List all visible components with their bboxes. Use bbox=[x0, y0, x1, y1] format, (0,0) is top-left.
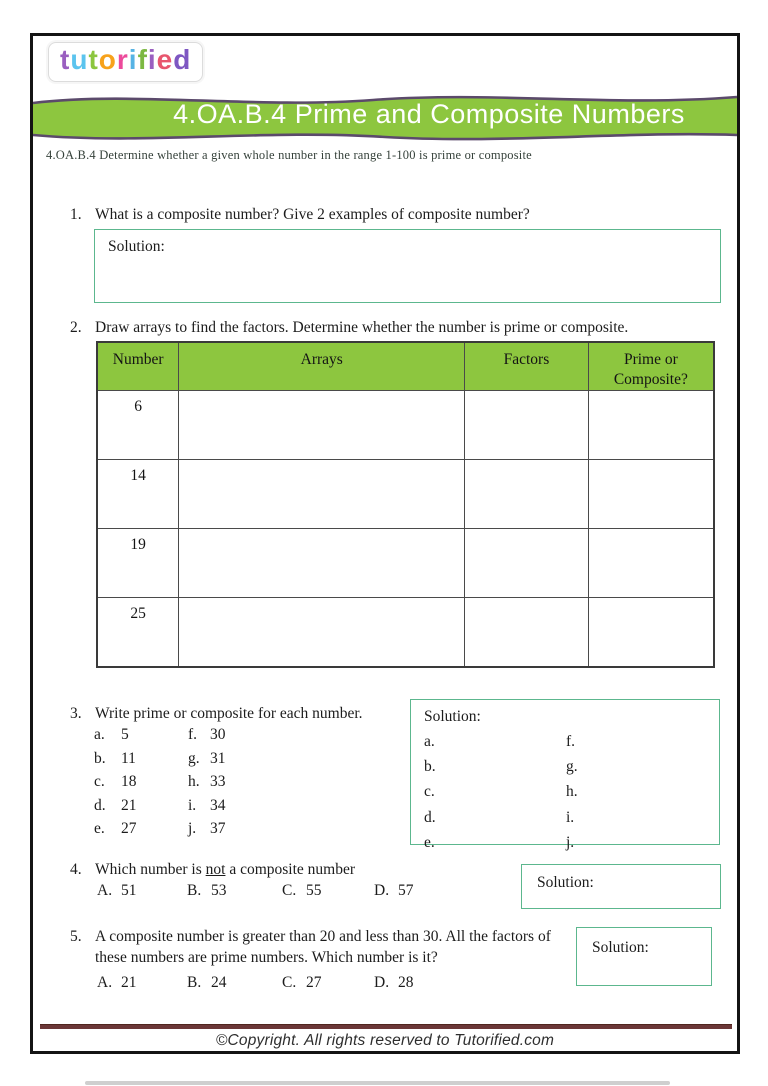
option-label: C. bbox=[282, 882, 297, 899]
column-header-factors: Factors bbox=[465, 342, 589, 391]
question-3-number: 3. bbox=[70, 705, 82, 722]
table-answer-cell bbox=[179, 529, 465, 598]
option-value: 21 bbox=[121, 974, 137, 991]
option-label: B. bbox=[187, 974, 202, 991]
list-item bbox=[94, 773, 137, 797]
title-banner bbox=[33, 85, 737, 149]
logo-letter: r bbox=[116, 44, 129, 75]
table-row bbox=[97, 529, 714, 598]
list-item bbox=[94, 726, 137, 750]
item-label: f. bbox=[188, 726, 198, 743]
option-label: D. bbox=[374, 974, 390, 991]
solution-label: Solution: bbox=[537, 874, 594, 891]
list-item bbox=[188, 750, 226, 774]
item-label: j. bbox=[188, 820, 197, 837]
option-a bbox=[97, 974, 187, 992]
logo-letter: d bbox=[173, 44, 192, 75]
item-label: c. bbox=[94, 773, 105, 790]
footer-divider-bar bbox=[40, 1024, 732, 1029]
item-label: h. bbox=[188, 773, 200, 790]
solution-row bbox=[424, 758, 706, 783]
option-label: D. bbox=[374, 882, 390, 899]
table-answer-cell bbox=[465, 529, 589, 598]
solution-label: Solution: bbox=[592, 939, 649, 956]
item-value: 31 bbox=[210, 749, 226, 767]
item-label: e. bbox=[94, 820, 105, 837]
text-segment: Which number is bbox=[95, 861, 206, 878]
item-value: 5 bbox=[121, 726, 129, 743]
item-label: g. bbox=[188, 749, 200, 767]
table-answer-cell bbox=[588, 529, 714, 598]
logo-letter: t bbox=[60, 44, 71, 75]
standard-description: 4.OA.B.4 Determine whether a given whole number in the range 1-100 is prime or composite bbox=[46, 148, 532, 162]
list-item bbox=[188, 820, 226, 844]
table-answer-cell bbox=[588, 598, 714, 667]
answer-slot-label: h. bbox=[566, 783, 578, 801]
question-3-text: Write prime or composite for each number. bbox=[95, 705, 363, 722]
table-answer-cell bbox=[179, 391, 465, 460]
answer-slot-label: a. bbox=[424, 733, 435, 750]
item-value: 27 bbox=[121, 820, 137, 837]
tutorified-logo bbox=[48, 42, 203, 82]
option-label: B. bbox=[187, 882, 202, 899]
list-item bbox=[188, 726, 226, 750]
option-b bbox=[187, 882, 282, 900]
solution-row bbox=[424, 834, 706, 859]
question-5-number: 5. bbox=[70, 928, 82, 945]
question-4 bbox=[70, 860, 355, 881]
option-value: 28 bbox=[398, 974, 414, 991]
option-value: 55 bbox=[306, 882, 322, 899]
option-value: 51 bbox=[121, 882, 137, 899]
item-value: 37 bbox=[210, 820, 226, 837]
table-answer-cell bbox=[465, 460, 589, 529]
table-row bbox=[97, 598, 714, 667]
underlined-word: not bbox=[205, 861, 226, 878]
list-item bbox=[94, 820, 137, 844]
table-header-row bbox=[97, 342, 714, 391]
list-item bbox=[188, 797, 226, 821]
option-value: 27 bbox=[306, 974, 322, 991]
next-page-edge bbox=[85, 1081, 670, 1085]
question-5 bbox=[70, 927, 562, 969]
question-4-options bbox=[97, 882, 414, 900]
table-row bbox=[97, 460, 714, 529]
number-cell: 6 bbox=[97, 391, 179, 460]
option-a bbox=[97, 882, 187, 900]
option-value: 24 bbox=[211, 974, 227, 991]
question-4-text bbox=[95, 860, 355, 881]
logo-letter: i bbox=[147, 44, 157, 75]
list-item bbox=[188, 773, 226, 797]
worksheet-page bbox=[30, 33, 740, 1054]
logo-wordmark bbox=[60, 44, 191, 75]
logo-letter: f bbox=[137, 44, 148, 75]
question-2-text: Draw arrays to find the factors. Determine whether the number is prime or composite. bbox=[95, 319, 629, 336]
question-4-solution-box bbox=[521, 864, 721, 909]
question-1 bbox=[70, 205, 530, 226]
option-c bbox=[282, 882, 374, 900]
item-label: d. bbox=[94, 796, 106, 814]
question-3-list-left bbox=[94, 726, 137, 844]
answer-slot-label: g. bbox=[566, 758, 578, 776]
item-value: 21 bbox=[121, 796, 137, 814]
answer-slot-label: b. bbox=[424, 758, 436, 776]
table-answer-cell bbox=[588, 391, 714, 460]
option-label: A. bbox=[97, 882, 113, 899]
table-row bbox=[97, 391, 714, 460]
column-header-arrays: Arrays bbox=[179, 342, 465, 391]
copyright-text: ©Copyright. All rights reserved to Tutorified.com bbox=[215, 1032, 555, 1049]
item-value: 30 bbox=[210, 726, 226, 743]
question-5-text: A composite number is greater than 20 and less than 30. All the factors of these numbers are prime numbers. Which number is it? bbox=[95, 928, 551, 966]
table-answer-cell bbox=[588, 460, 714, 529]
question-3-solution-box bbox=[410, 699, 720, 851]
answer-slot-label: j. bbox=[566, 833, 575, 851]
item-label: i. bbox=[188, 796, 197, 814]
table-answer-cell bbox=[465, 598, 589, 667]
number-cell: 14 bbox=[97, 460, 179, 529]
logo-letter: o bbox=[98, 44, 117, 75]
option-d bbox=[374, 882, 414, 900]
number-cell: 19 bbox=[97, 529, 179, 598]
question-3 bbox=[70, 704, 363, 725]
solution-row bbox=[424, 783, 706, 808]
solution-label: Solution: bbox=[108, 238, 165, 255]
question-5-options bbox=[97, 974, 414, 992]
question-1-solution-box bbox=[94, 229, 721, 303]
option-b bbox=[187, 974, 282, 992]
question-1-text: What is a composite number? Give 2 examples of composite number? bbox=[95, 206, 530, 223]
number-cell: 25 bbox=[97, 598, 179, 667]
table-answer-cell bbox=[179, 460, 465, 529]
page-title: 4.OA.B.4 Prime and Composite Numbers bbox=[173, 99, 685, 129]
item-value: 18 bbox=[121, 773, 137, 790]
item-value: 11 bbox=[121, 749, 136, 767]
option-label: A. bbox=[97, 974, 113, 991]
answer-slot-label: d. bbox=[424, 808, 436, 826]
item-label: b. bbox=[94, 749, 106, 767]
option-d bbox=[374, 974, 414, 992]
question-4-number: 4. bbox=[70, 861, 82, 878]
solution-row bbox=[424, 809, 706, 834]
question-2 bbox=[70, 318, 628, 339]
question-1-number: 1. bbox=[70, 206, 82, 223]
table-answer-cell bbox=[179, 598, 465, 667]
question-5-solution-box bbox=[576, 927, 712, 986]
item-label: a. bbox=[94, 726, 105, 743]
solution-label: Solution: bbox=[424, 708, 481, 725]
list-item bbox=[94, 750, 137, 774]
question-2-number: 2. bbox=[70, 319, 82, 336]
answer-slot-label: f. bbox=[566, 733, 576, 750]
logo-letter: u bbox=[70, 44, 89, 75]
answer-slot-label: i. bbox=[566, 808, 575, 826]
table-answer-cell bbox=[465, 391, 589, 460]
item-value: 34 bbox=[210, 796, 226, 814]
logo-letter: e bbox=[156, 44, 174, 75]
solution-row bbox=[424, 733, 706, 758]
answer-slot-label: c. bbox=[424, 783, 435, 801]
option-label: C. bbox=[282, 974, 297, 991]
list-item bbox=[94, 797, 137, 821]
logo-letter: t bbox=[88, 44, 99, 75]
answer-slot-label: e. bbox=[424, 833, 435, 851]
column-header-prime-or-composite: Prime or Composite? bbox=[588, 342, 714, 391]
option-c bbox=[282, 974, 374, 992]
text-segment: a composite number bbox=[225, 861, 356, 878]
item-value: 33 bbox=[210, 773, 226, 790]
logo-letter: i bbox=[128, 44, 138, 75]
column-header-number: Number bbox=[97, 342, 179, 391]
factors-table bbox=[96, 341, 715, 668]
question-3-list-right bbox=[188, 726, 226, 844]
option-value: 53 bbox=[211, 882, 227, 899]
option-value: 57 bbox=[398, 882, 414, 899]
